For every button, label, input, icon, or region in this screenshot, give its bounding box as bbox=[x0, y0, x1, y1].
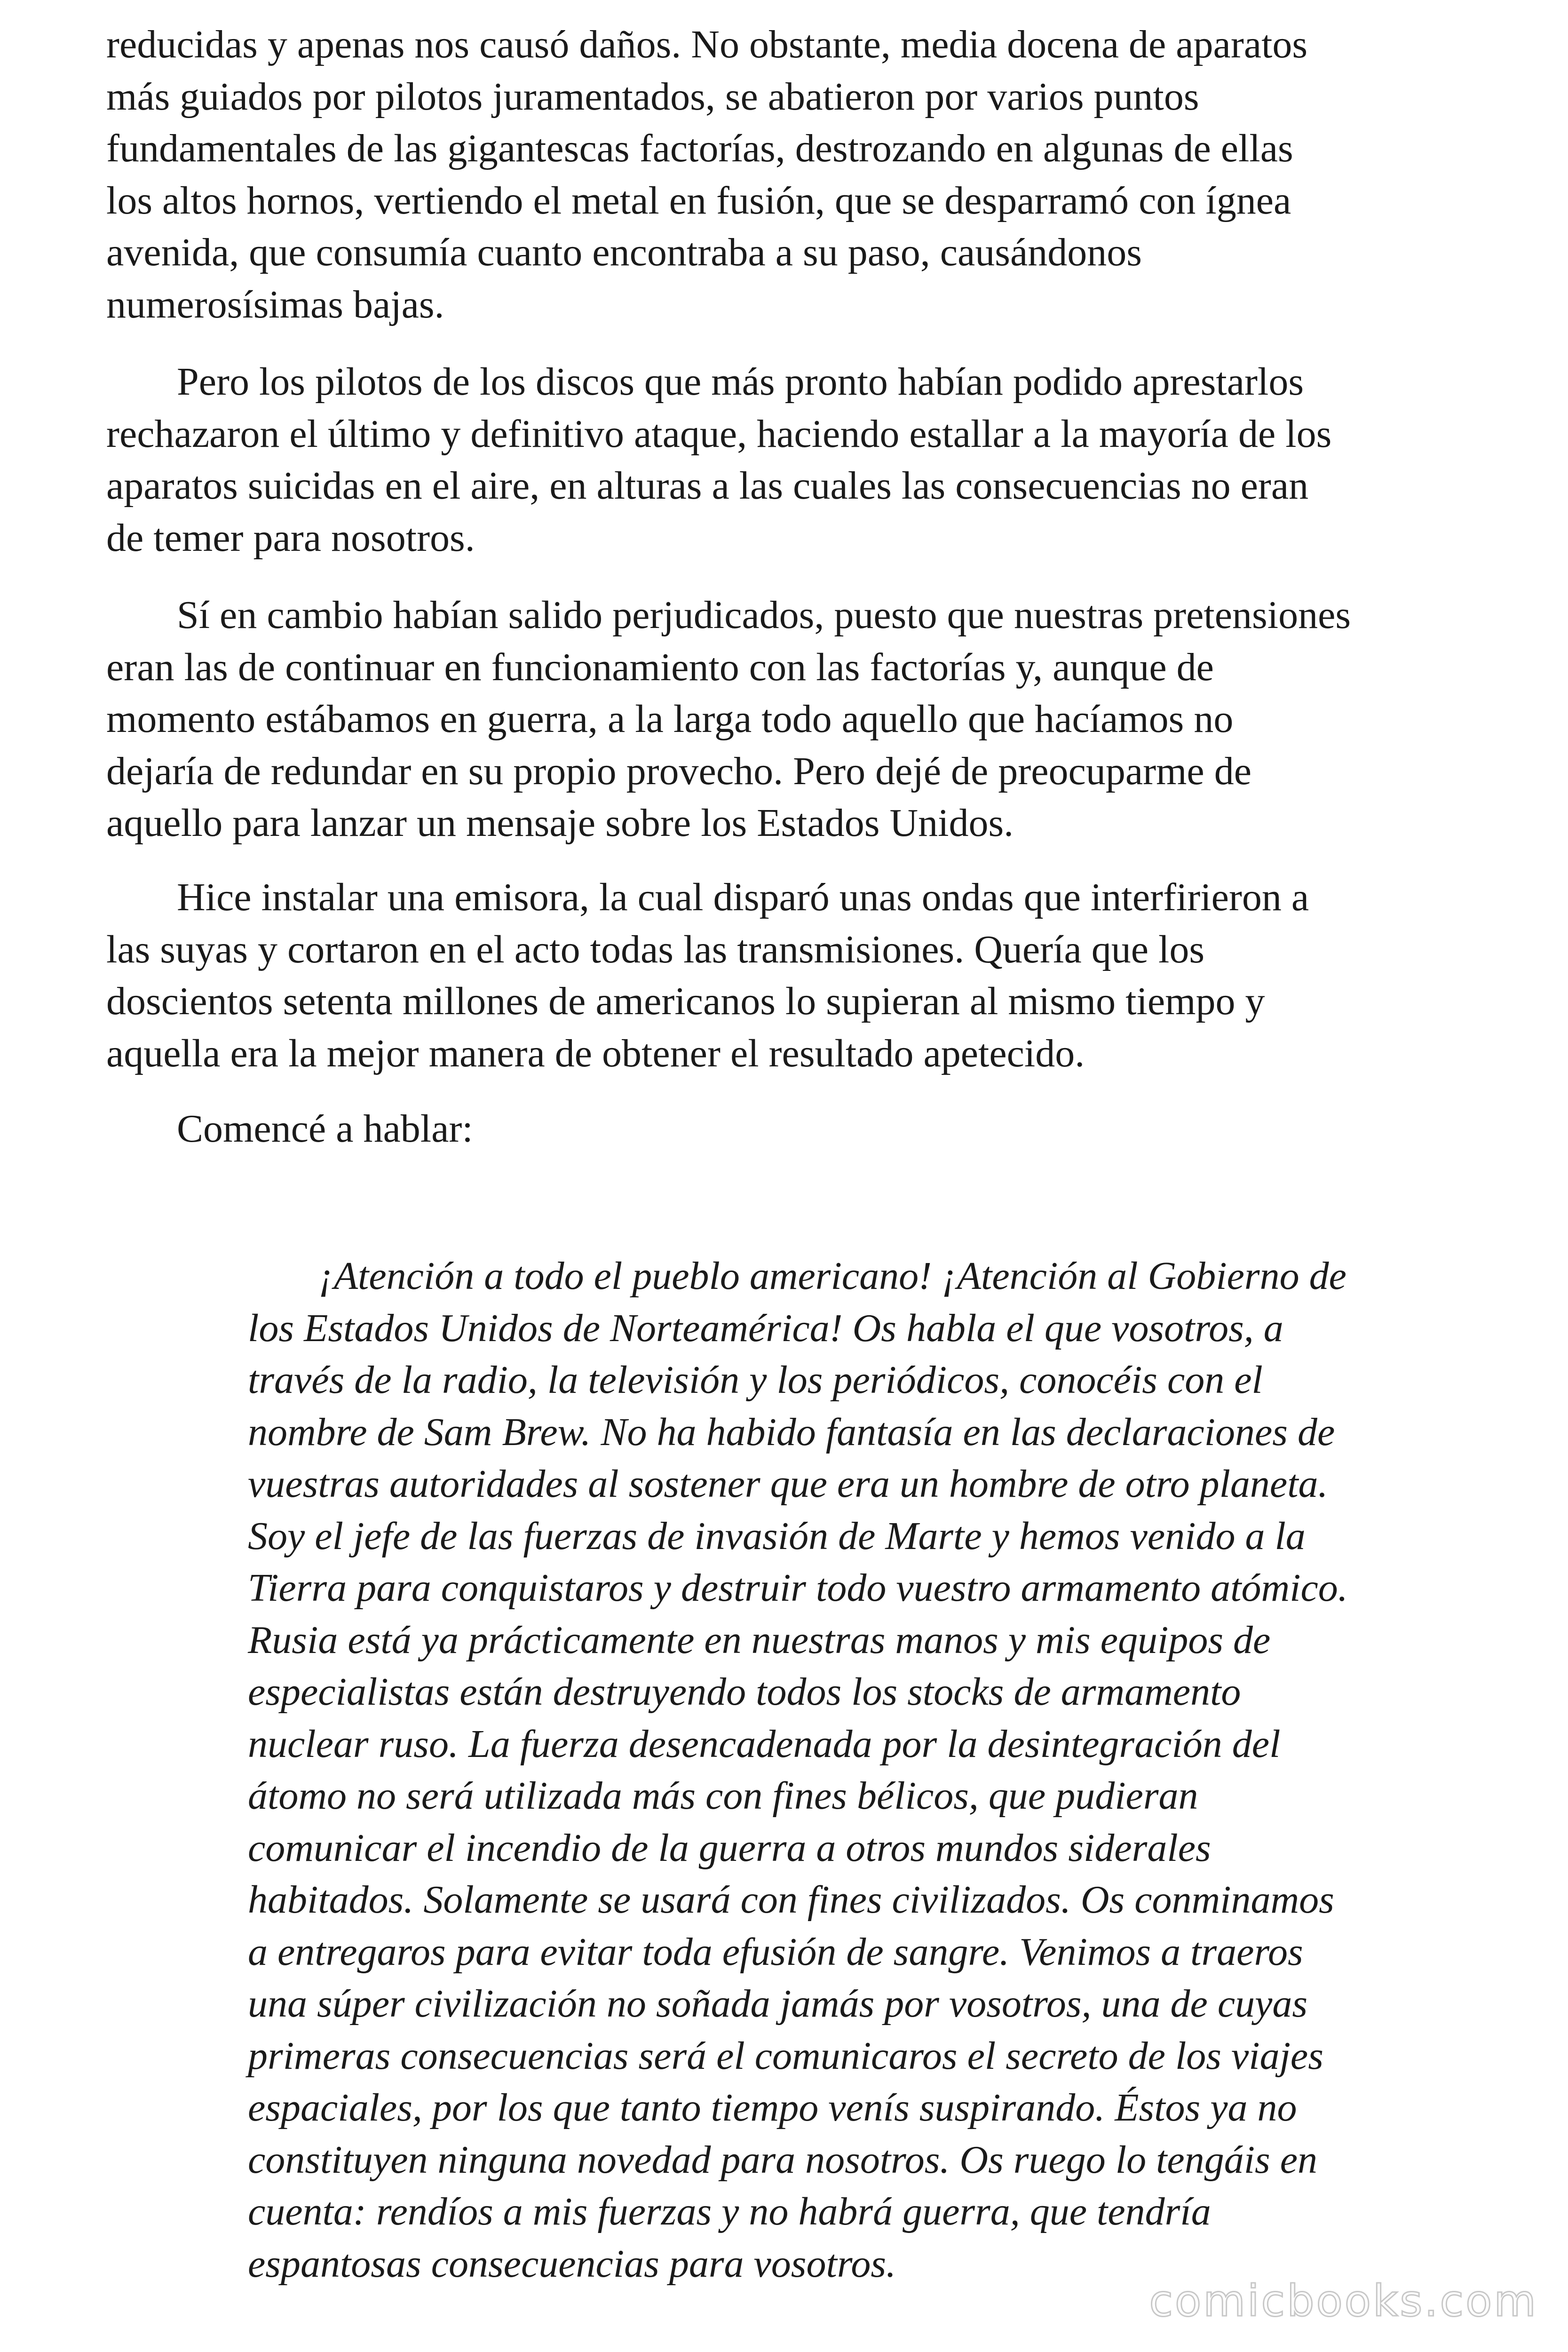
quote-line: ¡Atención a todo el pueblo americano! ¡Atención al Gobierno de bbox=[318, 1254, 1346, 1298]
quote-line: vuestras autoridades al sostener que era un hombre de otro planeta. bbox=[248, 1462, 1328, 1506]
text-line: eran las de continuar en funcionamiento con las factorías y, aunque de bbox=[106, 645, 1214, 689]
quote-line: una súper civilización no soñada jamás por vosotros, una de cuyas bbox=[248, 1982, 1308, 2026]
quote-line: espantosas consecuencias para vosotros. bbox=[248, 2241, 896, 2286]
paragraph-2 bbox=[106, 356, 1331, 564]
text-line: aquella era la mejor manera de obtener el resultado apetecido. bbox=[106, 1031, 1085, 1075]
text-line: dejaría de redundar en su propio provecho. Pero dejé de preocuparme de bbox=[106, 749, 1251, 793]
quote-line: través de la radio, la televisión y los periódicos, conocéis con el bbox=[248, 1358, 1263, 1402]
quote-line: nuclear ruso. La fuerza desencadenada por la desintegración del bbox=[248, 1722, 1281, 1766]
text-line: reducidas y apenas nos causó daños. No obstante, media docena de aparatos bbox=[106, 23, 1308, 66]
paragraph-5 bbox=[106, 1103, 473, 1155]
quote-line: espaciales, por los que tanto tiempo venís suspirando. Éstos ya no bbox=[248, 2086, 1297, 2130]
quote-line: nombre de Sam Brew. No ha habido fantasía en las declaraciones de bbox=[248, 1410, 1335, 1454]
text-line: momento estábamos en guerra, a la larga todo aquello que hacíamos no bbox=[106, 697, 1234, 741]
paragraph-3 bbox=[106, 589, 1351, 850]
text-line: las suyas y cortaron en el acto todas las transmisiones. Quería que los bbox=[106, 927, 1205, 971]
text-line: de temer para nosotros. bbox=[106, 516, 475, 560]
text-line: Comencé a hablar: bbox=[177, 1107, 473, 1151]
quote-line: comunicar el incendio de la guerra a otros mundos siderales bbox=[248, 1826, 1211, 1870]
text-line: fundamentales de las gigantescas factorías, destrozando en algunas de ellas bbox=[106, 127, 1293, 170]
text-line: aquello para lanzar un mensaje sobre los Estados Unidos. bbox=[106, 801, 1014, 845]
quote-line: Soy el jefe de las fuerzas de invasión de Marte y hemos venido a la bbox=[248, 1514, 1306, 1558]
text-line: Pero los pilotos de los discos que más pronto habían podido aprestarlos bbox=[177, 360, 1304, 404]
quote-line: Rusia está ya prácticamente en nuestras manos y mis equipos de bbox=[248, 1618, 1271, 1662]
paragraph-1 bbox=[106, 19, 1307, 331]
text-line: rechazaron el último y definitivo ataque, haciendo estallar a la mayoría de los bbox=[106, 412, 1332, 456]
text-line: más guiados por pilotos juramentados, se abatieron por varios puntos bbox=[106, 74, 1199, 119]
text-line: avenida, que consumía cuanto encontraba a su paso, causándonos bbox=[106, 230, 1142, 274]
text-line: los altos hornos, vertiendo el metal en fusión, que se desparramó con ígnea bbox=[106, 178, 1291, 222]
text-line: Sí en cambio habían salido perjudicados, puesto que nuestras pretensiones bbox=[177, 593, 1351, 637]
quote-line: los Estados Unidos de Norteamérica! Os habla el que vosotros, a bbox=[248, 1306, 1283, 1350]
quote-line: habitados. Solamente se usará con fines civilizados. Os conminamos bbox=[248, 1878, 1334, 1922]
quote-line: cuenta: rendíos a mis fuerzas y no habrá guerra, que tendría bbox=[248, 2190, 1211, 2233]
text-line: numerosísimas bajas. bbox=[106, 282, 444, 326]
text-line: aparatos suicidas en el aire, en alturas a las cuales las consecuencias no eran bbox=[106, 464, 1309, 508]
text-line: Hice instalar una emisora, la cual disparó unas ondas que interfirieron a bbox=[177, 875, 1309, 919]
quote-line: especialistas están destruyendo todos los stocks de armamento bbox=[248, 1670, 1241, 1714]
text-line: doscientos setenta millones de americanos lo supieran al mismo tiempo y bbox=[106, 979, 1265, 1023]
quote-line: Tierra para conquistaros y destruir todo vuestro armamento atómico. bbox=[248, 1566, 1348, 1610]
quote-line: primeras consecuencias será el comunicaros el secreto de los viajes bbox=[248, 2034, 1323, 2078]
watermark: comicbooks.com bbox=[1149, 2276, 1538, 2326]
quote-line: constituyen ninguna novedad para nosotros. Os ruego lo tengáis en bbox=[248, 2137, 1318, 2182]
quoted-speech bbox=[248, 1250, 1348, 2290]
quote-line: a entregaros para evitar toda efusión de sangre. Venimos a traeros bbox=[248, 1930, 1303, 1974]
paragraph-4 bbox=[106, 872, 1309, 1080]
quote-line: átomo no será utilizada más con fines bélicos, que pudieran bbox=[248, 1774, 1198, 1818]
